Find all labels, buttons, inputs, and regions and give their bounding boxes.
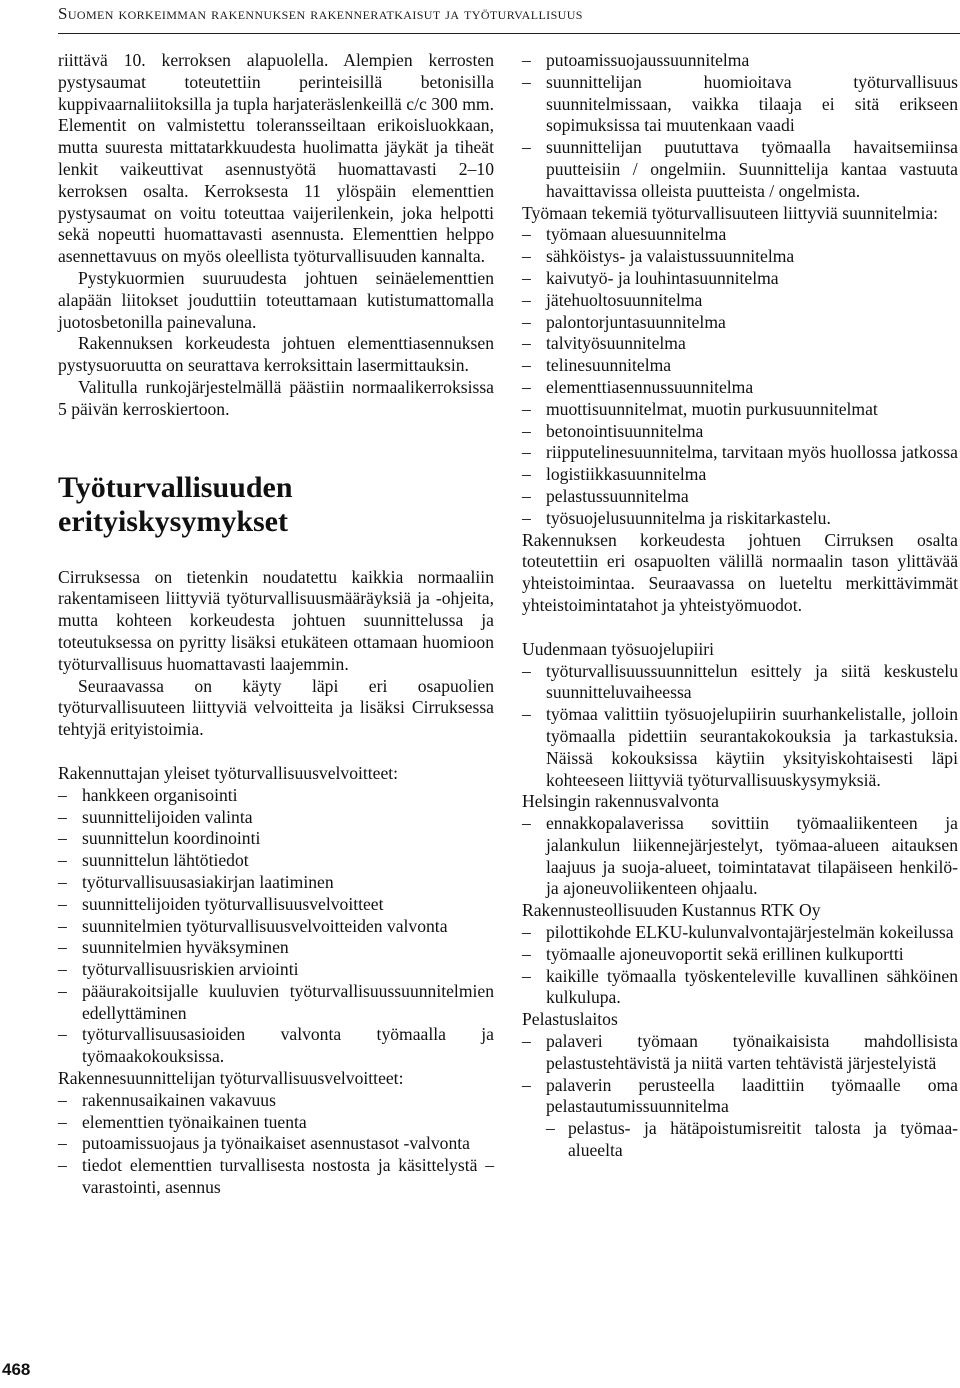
list-item: – palaveri työmaan työnaikaisista mahdollisista pelastustehtävistä ja niitä varten tehtävistä järjestelyistä [522,1031,958,1075]
uusimaa-list [522,661,958,792]
list-item: – logistiikkasuunnitelma [522,464,958,486]
list-item: – suunnitelmien hyväksyminen [58,937,494,959]
body-paragraph: Rakennuksen korkeudesta johtuen Cirruksen osalta toteutettiin eri osapuolten välillä normaalin tason ylittävää yhteistoimintaa. Seuraavassa on lueteltu merkittävimmät yhteistoimintatahot ja yhteistyömuodot. [522,529,958,615]
body-paragraph: Cirruksessa on tietenkin noudatettu kaikkia normaaliin rakentamiseen liittyviä työturvallisuusmääräyksiä ja -ohjeita, mutta kohteen korkeudesta johtuen suunnittelussa ja toteutuksessa on pyritty lisäksi etukäteen ottamaan huomioon työturvallisuus huomattavasti laajemmin. [58,566,494,674]
right-column [522,50,958,1162]
section-title: Työturvallisuuden erityiskysymykset [58,470,293,538]
list-item: – kaikille työmaalla työskenteleville kuvallinen sähköinen kulkulupa. [522,966,958,1010]
rescue-heading: Pelastuslaitos [522,1009,618,1030]
site-plans-list [522,224,958,529]
list-item: – työmaan aluesuunnitelma [522,224,958,246]
list-item: – pilottikohde ELKU-kulunvalvontajärjestelmän kokeilussa [522,922,958,944]
list-item: – työturvallisuusasiakirjan laatiminen [58,872,494,894]
list-item: – muottisuunnitelmat, muotin purkusuunnitelmat [522,399,958,421]
site-plans-heading: Työmaan tekemiä työturvallisuuteen liittyviä suunnitelmia: [522,202,939,223]
spacer [58,539,494,567]
body-paragraph: Rakennuksen korkeudesta johtuen elementtiasennuksen pystysuoruutta on seurattava kerroksittain lasermittauksin. [58,333,494,376]
list-item: – pääurakoitsijalle kuuluvien työturvallisuussuunnitelmien edellyttäminen [58,981,494,1025]
list-item: – pelastussuunnitelma [522,486,958,508]
list-item: – sähköistys- ja valaistussuunnitelma [522,246,958,268]
rescue-sublist-wrap [522,1118,958,1162]
uusimaa-heading: Uudenmaan työsuojelupiiri [522,638,715,659]
list-item: – suunnittelijan puututtava työmaalla havaitsemiinsa puutteisiin / ongelmiin. Suunnittelija kantaa vastuuta havaittavissa olleista puutteista / ongelmista. [522,137,958,202]
list-item: – kaivutyö- ja louhintasuunnitelma [522,268,958,290]
spacer [58,421,494,471]
list-item: – suunnittelijan huomioitava työturvallisuus suunnitelmissaan, vaikka tilaaja ei sitä erikseen sopimuksissa tai muutenkaan vaadi [522,72,958,137]
rtk-list [522,922,958,1009]
rescue-list [522,1031,958,1118]
list-item: – työsuojelusuunnitelma ja riskitarkastelu. [522,508,958,530]
list-item: – tiedot elementtien turvallisesta nostosta ja käsittelystä – varastointi, asennus [58,1155,494,1199]
rtk-heading: Rakennusteollisuuden Kustannus RTK Oy [522,900,821,921]
list-item: – pelastus- ja hätäpoistumisreitit talosta ja työmaa-alueelta [546,1118,958,1162]
list-item: – suunnitelmien työturvallisuusvelvoitteiden valvonta [58,916,494,938]
builder-obligations-heading: Rakennuttajan yleiset työturvallisuusvelvoitteet: [58,762,399,783]
designer-obligations-heading: Rakennesuunnittelijan työturvallisuusvelvoitteet: [58,1068,404,1089]
list-item: – ennakkopalaverissa sovittiin työmaaliikenteen ja jalankulun liikennejärjestelyt, työmaa-alueen aitauksen laajuus ja suoja-alueet, toimintatavat tilapäiseen henkilö- ja ajoneuvoliikenteen ohjaalu. [522,813,958,900]
list-item: – elementtien työnaikainen tuenta [58,1112,494,1134]
body-paragraph: riittävä 10. kerroksen alapuolella. Alempien kerrosten pystysaumat toteutettiin perinteisillä betonisilla kuppivaarnaliitoksilla ja tupla harjateräslenkeillä c/c 300 mm. Elementit on valmistettu toleransseiltaan erikoisluokkaan, mutta suuresta mittatarkkuudesta huolimatta jäykät ja tiheät lenkit vaikeuttivat asennustyötä huomattavasti 2–10 kerroksen osalta. Kerroksesta 11 ylöspäin elementtien pystysaumat on voitu toteuttaa vaijerilenkein, joka helpotti sekä nopeutti huomattavasti asennusta. Elementtien helppo asennettavuus on myös oleellista työturvallisuuden kannalta. [58,50,494,267]
spacer [522,617,958,639]
list-item: – suunnittelun lähtötiedot [58,850,494,872]
list-item: – suunnittelijoiden työturvallisuusvelvoitteet [58,894,494,916]
builder-obligations-list [58,785,494,1068]
list-item: – työmaalle ajoneuvoportit sekä erillinen kulkuportti [522,944,958,966]
body-paragraph: Seuraavassa on käyty läpi eri osapuolien työturvallisuuteen liittyviä velvoitteita ja lisäksi Cirruksessa tehtyjä erityistoimia. [58,675,494,740]
list-item: – jätehuoltosuunnitelma [522,290,958,312]
list-item: – telinesuunnitelma [522,355,958,377]
list-item: – elementtiasennussuunnitelma [522,377,958,399]
list-item: – talvityösuunnitelma [522,333,958,355]
designer-obligations-continued-list [522,50,958,203]
list-item: – suunnittelijoiden valinta [58,807,494,829]
list-item: – putoamissuojaussuunnitelma [522,50,958,72]
body-paragraph: Pystykuormien suuruudesta johtuen seinäelementtien alapään liitokset jouduttiin toteuttamaan kutistumattomalla juotosbetonilla painevaluna. [58,267,494,332]
spacer [58,741,494,763]
list-item: – putoamissuojaus ja työnaikaiset asennustasot -valvonta [58,1133,494,1155]
helsinki-list [522,813,958,900]
rescue-sublist [546,1118,958,1162]
body-paragraph: Valitulla runkojärjestelmällä päästiin normaalikerroksissa 5 päivän kerroskiertoon. [58,376,494,419]
list-item: – suunnittelun koordinointi [58,828,494,850]
header-rule [58,33,960,34]
list-item: – työturvallisuusasioiden valvonta työmaalla ja työmaakokouksissa. [58,1024,494,1068]
helsinki-heading: Helsingin rakennusvalvonta [522,791,719,812]
list-item: – työturvallisuusriskien arviointi [58,959,494,981]
list-item: – työmaa valittiin työsuojelupiirin suurhankelistalle, jolloin työmaalla pidettiin seurantakokouksia ja tarkastuksia. Näissä kokouksissa käytiin yksityiskohtaisesti läpi kohteeseen liittyviä työturvallisuuskysymyksiä. [522,704,958,791]
designer-obligations-list [58,1090,494,1199]
running-head: Suomen korkeimman rakennuksen rakenneratkaisut ja työturvallisuus [58,4,583,23]
list-item: – betonointisuunnitelma [522,421,958,443]
page-number: 468 [2,1360,31,1379]
list-item: – palaverin perusteella laadittiin työmaalle oma pelastautumissuunnitelma [522,1075,958,1119]
list-item: – työturvallisuussuunnittelun esittely ja siitä keskustelu suunnitteluvaiheessa [522,661,958,705]
list-item: – palontorjuntasuunnitelma [522,312,958,334]
list-item: – hankkeen organisointi [58,785,494,807]
left-column [58,50,494,1199]
list-item: – rakennusaikainen vakavuus [58,1090,494,1112]
list-item: – riipputelinesuunnitelma, tarvitaan myös huollossa jatkossa [522,442,958,464]
